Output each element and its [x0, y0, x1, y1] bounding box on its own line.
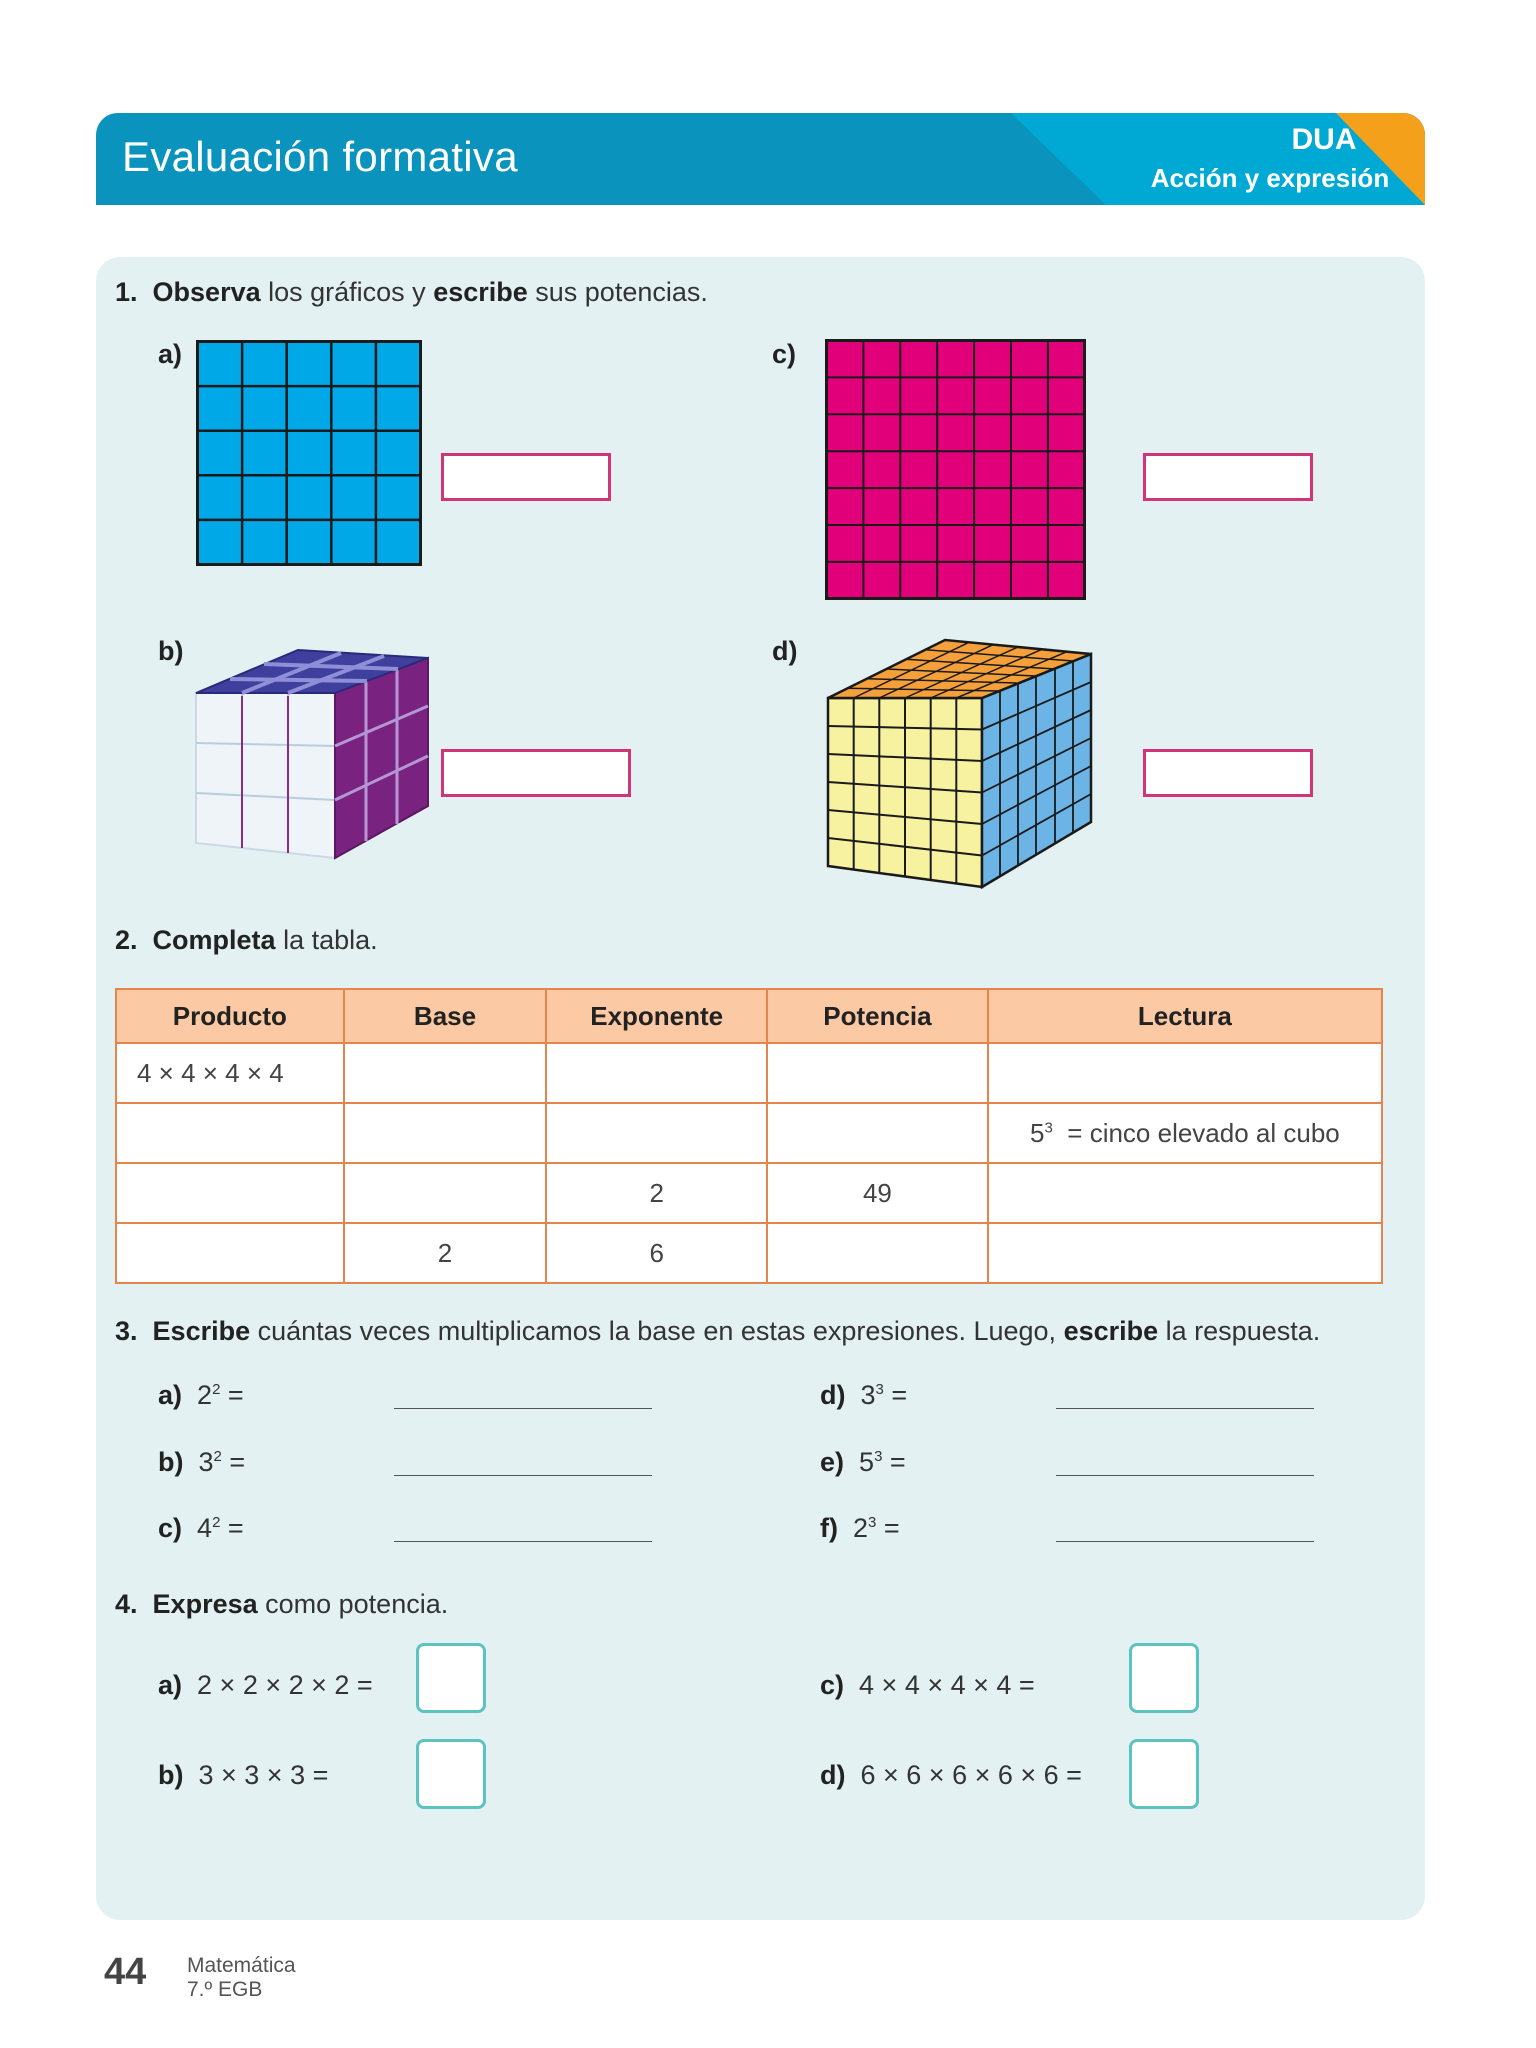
answer-box-d[interactable] [1143, 749, 1313, 797]
table-cell-lectura [988, 1103, 1382, 1163]
table-cell[interactable] [116, 1103, 344, 1163]
q3-equals: = [891, 1380, 908, 1410]
table-cell[interactable] [767, 1043, 988, 1103]
q3-exponent: 2 [212, 1514, 221, 1531]
q3-bold-escribe-1: Escribe [152, 1316, 251, 1346]
answer-box-a[interactable] [441, 453, 611, 501]
answer-square-c[interactable] [1129, 1643, 1199, 1713]
answer-box-b[interactable] [441, 749, 631, 797]
table-header-row [116, 989, 1382, 1043]
answer-line-e[interactable] [1056, 1475, 1314, 1476]
q2-bold-completa: Completa [152, 925, 276, 955]
q3-item-a [158, 1380, 244, 1411]
table-cell[interactable] [116, 1163, 344, 1223]
table-cell: 6 [546, 1223, 767, 1283]
q3-base: 4 [197, 1513, 213, 1543]
q3-equals: = [883, 1513, 900, 1543]
q3-item-d [820, 1380, 907, 1411]
q1-label-b: b) [158, 636, 184, 666]
col-header-exponente: Exponente [546, 989, 767, 1043]
table-cell: 2 [344, 1223, 547, 1283]
question-3 [115, 1316, 1320, 1347]
table-cell[interactable] [116, 1223, 344, 1283]
q3-item-b [158, 1447, 245, 1478]
q1-bold-observa: Observa [152, 277, 261, 307]
table-cell[interactable] [546, 1103, 767, 1163]
q4-expression: 2 × 2 × 2 × 2 = [197, 1670, 373, 1700]
subject-name: Matemática [187, 1954, 296, 1977]
q3-exponent: 2 [212, 1381, 221, 1398]
q3-exponent: 3 [875, 1381, 884, 1398]
table-cell: 49 [767, 1163, 988, 1223]
table-cell[interactable] [988, 1043, 1382, 1103]
q4-expression: 3 × 3 × 3 = [198, 1760, 329, 1790]
q4-label: d) [820, 1760, 846, 1790]
q3-label: b) [158, 1447, 184, 1477]
answer-box-c[interactable] [1143, 453, 1313, 501]
header-banner [96, 113, 1425, 205]
table-cell[interactable] [546, 1043, 767, 1103]
table-cell[interactable] [988, 1163, 1382, 1223]
dua-badge-title: DUA [1291, 123, 1357, 156]
table-cell[interactable] [767, 1103, 988, 1163]
question-4 [115, 1589, 448, 1620]
answer-line-b[interactable] [394, 1475, 652, 1476]
answer-line-a[interactable] [394, 1408, 652, 1409]
magenta-grid-figure [825, 339, 1087, 601]
q1-text-2: sus potencias. [527, 277, 708, 307]
answer-square-b[interactable] [416, 1739, 486, 1809]
q3-label: c) [158, 1513, 183, 1543]
q4-label: a) [158, 1670, 183, 1700]
q3-equals: = [229, 1447, 246, 1477]
col-header-lectura: Lectura [988, 989, 1382, 1043]
dua-badge-subtitle: Acción y expresión [1150, 163, 1390, 193]
answer-line-d[interactable] [1056, 1408, 1314, 1409]
lectura-base: 5 [1030, 1117, 1045, 1148]
q2-text: la tabla. [275, 925, 378, 955]
q3-text-1: cuántas veces multiplicamos la base en estas expresiones. Luego, [250, 1316, 1064, 1346]
q4-label: c) [820, 1670, 845, 1700]
q3-item-c [158, 1513, 244, 1544]
col-header-producto: Producto [116, 989, 344, 1043]
table-row [116, 1223, 1382, 1283]
answer-line-c[interactable] [394, 1541, 652, 1542]
q4-bold-expresa: Expresa [152, 1589, 258, 1619]
q3-base: 5 [859, 1447, 875, 1477]
table-cell[interactable] [344, 1043, 547, 1103]
page-number: 44 [104, 1951, 147, 1993]
grade-label: 7.º EGB [187, 1978, 263, 2001]
q3-base: 3 [860, 1380, 876, 1410]
q3-label: f) [820, 1513, 838, 1543]
q4-expression: 4 × 4 × 4 × 4 = [859, 1670, 1035, 1700]
answer-square-d[interactable] [1129, 1739, 1199, 1809]
q3-item-e [820, 1447, 906, 1478]
q3-number: 3. [115, 1316, 138, 1346]
table-row [116, 1103, 1382, 1163]
q3-exponent: 2 [213, 1448, 222, 1465]
q1-label-a: a) [158, 339, 183, 369]
q4-item-a [158, 1670, 373, 1701]
question-1 [115, 277, 708, 308]
table-cell[interactable] [988, 1223, 1382, 1283]
rubik-cube-figure [190, 638, 440, 868]
q4-item-c [820, 1670, 1035, 1701]
q4-item-d [820, 1760, 1082, 1791]
table-cell[interactable] [344, 1103, 547, 1163]
q4-expression: 6 × 6 × 6 × 6 × 6 = [860, 1760, 1082, 1790]
q3-equals: = [889, 1447, 906, 1477]
q3-label: e) [820, 1447, 845, 1477]
q4-item-b [158, 1760, 328, 1791]
footer-subject [187, 1954, 296, 2002]
q1-label-c: c) [772, 339, 797, 369]
q3-label: a) [158, 1380, 183, 1410]
col-header-base: Base [344, 989, 547, 1043]
q3-equals: = [227, 1380, 244, 1410]
q3-base: 2 [853, 1513, 869, 1543]
table-cell[interactable] [767, 1223, 988, 1283]
q4-text: como potencia. [257, 1589, 449, 1619]
q4-label: b) [158, 1760, 184, 1790]
table-cell: 4 × 4 × 4 × 4 [116, 1043, 344, 1103]
question-2 [115, 925, 378, 956]
lectura-exponent: 3 [1044, 1118, 1053, 1136]
q1-number: 1. [115, 277, 138, 307]
lectura-text: = cinco elevado al cubo [1067, 1117, 1340, 1148]
q3-item-f [820, 1513, 900, 1544]
q3-exponent: 3 [874, 1448, 883, 1465]
q1-label-d: d) [772, 636, 798, 666]
table-row [116, 1043, 1382, 1103]
table-cell[interactable] [344, 1163, 547, 1223]
q3-exponent: 3 [868, 1514, 877, 1531]
q1-text-1: los gráficos y [260, 277, 434, 307]
powers-table [115, 988, 1383, 1284]
orange-yellow-cube-figure [822, 632, 1097, 892]
answer-square-a[interactable] [416, 1643, 486, 1713]
q3-label: d) [820, 1380, 846, 1410]
answer-line-f[interactable] [1056, 1541, 1314, 1542]
q3-bold-escribe-2: escribe [1063, 1316, 1159, 1346]
q3-base: 2 [197, 1380, 213, 1410]
q2-number: 2. [115, 925, 138, 955]
table-cell: 2 [546, 1163, 767, 1223]
q3-text-2: la respuesta. [1158, 1316, 1321, 1346]
q4-number: 4. [115, 1589, 138, 1619]
col-header-potencia: Potencia [767, 989, 988, 1043]
blue-grid-figure [196, 340, 424, 567]
q3-base: 3 [198, 1447, 214, 1477]
q3-equals: = [227, 1513, 244, 1543]
page-title: Evaluación formativa [122, 133, 518, 180]
q1-bold-escribe: escribe [433, 277, 528, 307]
table-row [116, 1163, 1382, 1223]
